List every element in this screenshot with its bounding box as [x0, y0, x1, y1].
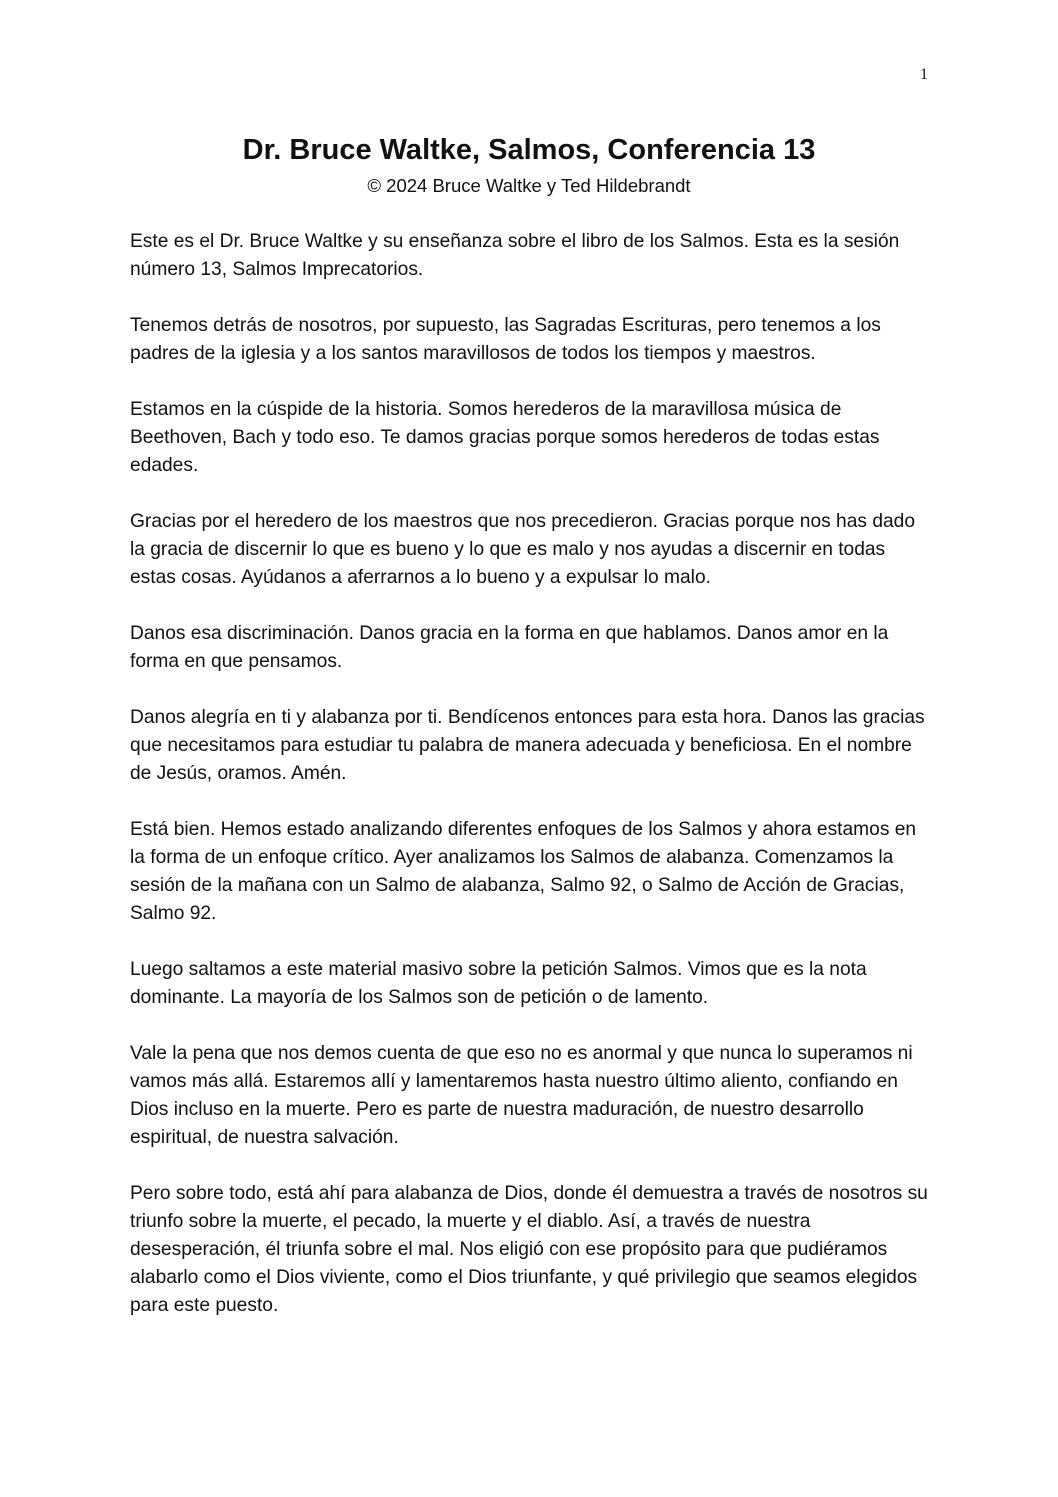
- paragraph: Este es el Dr. Bruce Waltke y su enseñanza sobre el libro de los Salmos. Esta es la sesión número 13, Salmos Imprecatorios.: [130, 231, 900, 280]
- paragraph: Estamos en la cúspide de la historia. Somos herederos de la maravillosa música de Beethoven, Bach y todo eso. Te damos gracias porque somos herederos de todas estas edades.: [130, 399, 880, 476]
- paragraph: Vale la pena que nos demos cuenta de que eso no es anormal y que nunca lo superamos ni vamos más allá. Estaremos allí y lamentaremos hasta nuestro último aliento, confiando en Dios incluso en la muerte. Pero es parte de nuestra maduración, de nuestro desarrollo espiritual, de nuestra salvación.: [130, 1043, 913, 1148]
- paragraph: Tenemos detrás de nosotros, por supuesto, las Sagradas Escrituras, pero tenemos a los padres de la iglesia y a los santos maravillosos de todos los tiempos y maestros.: [130, 315, 881, 364]
- paragraph: Gracias por el heredero de los maestros que nos precedieron. Gracias porque nos has dado la gracia de discernir lo que es bueno y lo que es malo y nos ayudas a discernir en todas estas cosas. Ayúdanos a aferrarnos a lo bueno y a expulsar lo malo.: [130, 511, 916, 588]
- paragraph: Danos esa discriminación. Danos gracia en la forma en que hablamos. Danos amor en la forma en que pensamos.: [130, 623, 889, 672]
- document-body: [130, 228, 930, 1348]
- paragraph: Está bien. Hemos estado analizando diferentes enfoques de los Salmos y ahora estamos en la forma de un enfoque crítico. Ayer analizamos los Salmos de alabanza. Comenzamos la sesión de la mañana con un Salmo de alabanza, Salmo 92, o Salmo de Acción de Gracias, Salmo 92.: [130, 819, 917, 924]
- copyright-line: © 2024 Bruce Waltke y Ted Hildebrandt: [367, 175, 691, 196]
- page-number: 1: [920, 66, 928, 83]
- document-title: Dr. Bruce Waltke, Salmos, Conferencia 13: [242, 134, 816, 166]
- paragraph: Danos alegría en ti y alabanza por ti. Bendícenos entonces para esta hora. Danos las gracias que necesitamos para estudiar tu palabra de manera adecuada y beneficiosa. En el nombre de Jesús, oramos. Amén.: [130, 707, 925, 784]
- paragraph: Luego saltamos a este material masivo sobre la petición Salmos. Vimos que es la nota dominante. La mayoría de los Salmos son de petición o de lamento.: [130, 959, 867, 1008]
- paragraph: Pero sobre todo, está ahí para alabanza de Dios, donde él demuestra a través de nosotros su triunfo sobre la muerte, el pecado, la muerte y el diablo. Así, a través de nuestra desesperación, él triunfa sobre el mal. Nos eligió con ese propósito para que pudiéramos alabarlo como el Dios viviente, como el Dios triunfante, y qué privilegio que seamos elegidos para este puesto.: [130, 1183, 928, 1316]
